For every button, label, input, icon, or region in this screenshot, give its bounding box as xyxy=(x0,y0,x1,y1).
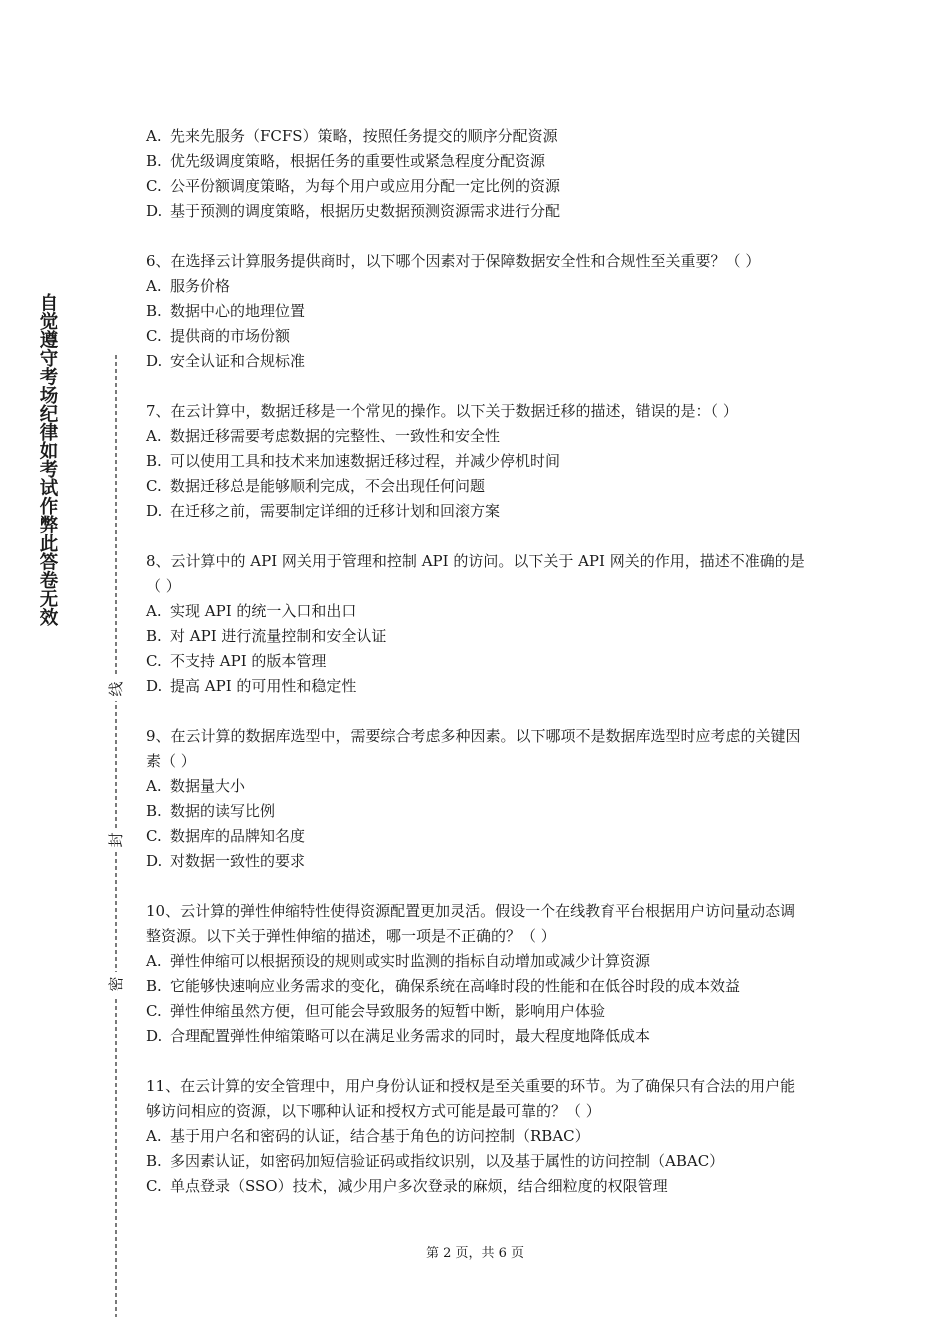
option-d xyxy=(146,674,808,699)
option-letter: D. xyxy=(146,202,163,220)
option-c xyxy=(146,649,808,674)
option-b xyxy=(146,974,808,999)
option-letter: D. xyxy=(146,677,163,695)
option-text: 实现 API 的统一入口和出口 xyxy=(170,602,357,620)
option-b xyxy=(146,1149,808,1174)
option-text: 数据中心的地理位置 xyxy=(170,302,306,320)
question-10 xyxy=(146,899,808,1049)
option-d xyxy=(146,349,808,374)
option-text: 基于预测的调度策略，根据历史数据预测资源需求进行分配 xyxy=(170,202,561,220)
option-a xyxy=(146,274,808,299)
question-9 xyxy=(146,724,808,874)
page-number-footer: 第 2 页，共 6 页 xyxy=(425,1246,525,1261)
option-letter: D. xyxy=(146,1027,163,1045)
option-letter: C. xyxy=(146,177,162,195)
option-text: 弹性伸缩可以根据预设的规则或实时监测的指标自动增加或减少计算资源 xyxy=(170,952,651,970)
question-5-options-block xyxy=(146,124,808,224)
option-text: 数据量大小 xyxy=(170,777,246,795)
option-letter: B. xyxy=(146,452,162,470)
option-text: 不支持 API 的版本管理 xyxy=(170,652,327,670)
option-text: 多因素认证，如密码加短信验证码或指纹识别，以及基于属性的访问控制（ABAC） xyxy=(170,1152,725,1170)
option-letter: B. xyxy=(146,302,162,320)
option-letter: C. xyxy=(146,327,162,345)
option-a xyxy=(146,949,808,974)
option-d xyxy=(146,1024,808,1049)
option-letter: A. xyxy=(146,1127,162,1145)
option-d xyxy=(146,199,808,224)
option-text: 弹性伸缩虽然方便，但可能会导致服务的短暂中断，影响用户体验 xyxy=(170,1002,606,1020)
option-letter: C. xyxy=(146,652,162,670)
option-a xyxy=(146,424,808,449)
option-letter: C. xyxy=(146,1177,162,1195)
option-text: 数据迁移需要考虑数据的完整性、一致性和安全性 xyxy=(170,427,501,445)
option-text: 优先级调度策略，根据任务的重要性或紧急程度分配资源 xyxy=(170,152,546,170)
question-stem: 7、在云计算中，数据迁移是一个常见的操作。以下关于数据迁移的描述，错误的是：（ ） xyxy=(146,402,738,420)
option-b xyxy=(146,449,808,474)
option-text: 基于用户名和密码的认证，结合基于角色的访问控制（RBAC） xyxy=(170,1127,590,1145)
question-stem: 11、在云计算的安全管理中，用户身份认证和授权是至关重要的环节。为了确保只有合法的用户能够访问相应的资源，以下哪种认证和授权方式可能是最可靠的？（ ） xyxy=(146,1077,796,1120)
option-letter: A. xyxy=(146,427,162,445)
question-stem: 10、云计算的弹性伸缩特性使得资源配置更加灵活。假设一个在线教育平台根据用户访问量动态调整资源。以下关于弹性伸缩的描述，哪一项是不正确的？（ ） xyxy=(146,902,796,945)
binding-mark-secret: 密 xyxy=(107,972,125,996)
option-text: 对数据一致性的要求 xyxy=(170,852,306,870)
question-stem: 6、在选择云计算服务提供商时，以下哪个因素对于保障数据安全性和合规性至关重要？（ ） xyxy=(146,252,761,270)
option-a xyxy=(146,599,808,624)
option-letter: A. xyxy=(146,127,162,145)
option-letter: B. xyxy=(146,977,162,995)
option-letter: A. xyxy=(146,952,162,970)
option-text: 它能够快速响应业务需求的变化，确保系统在高峰时段的性能和在低谷时段的成本效益 xyxy=(170,977,741,995)
option-b xyxy=(146,624,808,649)
option-d xyxy=(146,849,808,874)
question-stem: 9、在云计算的数据库选型中，需要综合考虑多种因素。以下哪项不是数据库选型时应考虑的关键因素（ ） xyxy=(146,727,801,770)
binding-mark-line: 线 xyxy=(107,677,125,701)
option-c xyxy=(146,174,808,199)
option-letter: A. xyxy=(146,777,162,795)
option-letter: B. xyxy=(146,802,162,820)
option-text: 单点登录（SSO）技术，减少用户多次登录的麻烦，结合细粒度的权限管理 xyxy=(170,1177,668,1195)
option-letter: C. xyxy=(146,1002,162,1020)
option-text: 数据迁移总是能够顺利完成，不会出现任何问题 xyxy=(170,477,486,495)
option-c xyxy=(146,324,808,349)
option-b xyxy=(146,799,808,824)
option-letter: C. xyxy=(146,827,162,845)
binding-mark-seal: 封 xyxy=(107,828,125,852)
option-letter: D. xyxy=(146,502,163,520)
binding-line xyxy=(104,355,128,1317)
option-letter: A. xyxy=(146,277,162,295)
option-a xyxy=(146,124,808,149)
option-text: 合理配置弹性伸缩策略可以在满足业务需求的同时，最大程度地降低成本 xyxy=(170,1027,651,1045)
option-c xyxy=(146,824,808,849)
question-stem: 8、云计算中的 API 网关用于管理和控制 API 的访问。以下关于 API 网关的作用，描述不准确的是（ ） xyxy=(146,552,805,595)
option-letter: B. xyxy=(146,627,162,645)
option-c xyxy=(146,1174,808,1199)
option-letter: B. xyxy=(146,152,162,170)
option-text: 提供商的市场份额 xyxy=(170,327,291,345)
option-a xyxy=(146,774,808,799)
option-text: 数据的读写比例 xyxy=(170,802,276,820)
question-list xyxy=(146,124,808,1224)
exam-discipline-notice: 自觉遵守考场纪律如考试作弊此答卷无效 xyxy=(37,293,58,626)
option-b xyxy=(146,149,808,174)
option-text: 可以使用工具和技术来加速数据迁移过程，并减少停机时间 xyxy=(170,452,561,470)
option-letter: B. xyxy=(146,1152,162,1170)
option-text: 对 API 进行流量控制和安全认证 xyxy=(170,627,387,645)
option-c xyxy=(146,999,808,1024)
option-b xyxy=(146,299,808,324)
option-a xyxy=(146,1124,808,1149)
option-text: 提高 API 的可用性和稳定性 xyxy=(170,677,357,695)
option-letter: C. xyxy=(146,477,162,495)
question-6 xyxy=(146,249,808,374)
question-11 xyxy=(146,1074,808,1199)
option-d xyxy=(146,499,808,524)
option-text: 安全认证和合规标准 xyxy=(170,352,306,370)
question-7 xyxy=(146,399,808,524)
option-text: 先来先服务（FCFS）策略，按照任务提交的顺序分配资源 xyxy=(170,127,558,145)
option-text: 在迁移之前，需要制定详细的迁移计划和回滚方案 xyxy=(170,502,501,520)
option-text: 服务价格 xyxy=(170,277,231,295)
option-letter: D. xyxy=(146,352,163,370)
option-letter: D. xyxy=(146,852,163,870)
option-text: 数据库的品牌知名度 xyxy=(170,827,306,845)
option-text: 公平份额调度策略，为每个用户或应用分配一定比例的资源 xyxy=(170,177,561,195)
option-letter: A. xyxy=(146,602,162,620)
option-c xyxy=(146,474,808,499)
question-8 xyxy=(146,549,808,699)
